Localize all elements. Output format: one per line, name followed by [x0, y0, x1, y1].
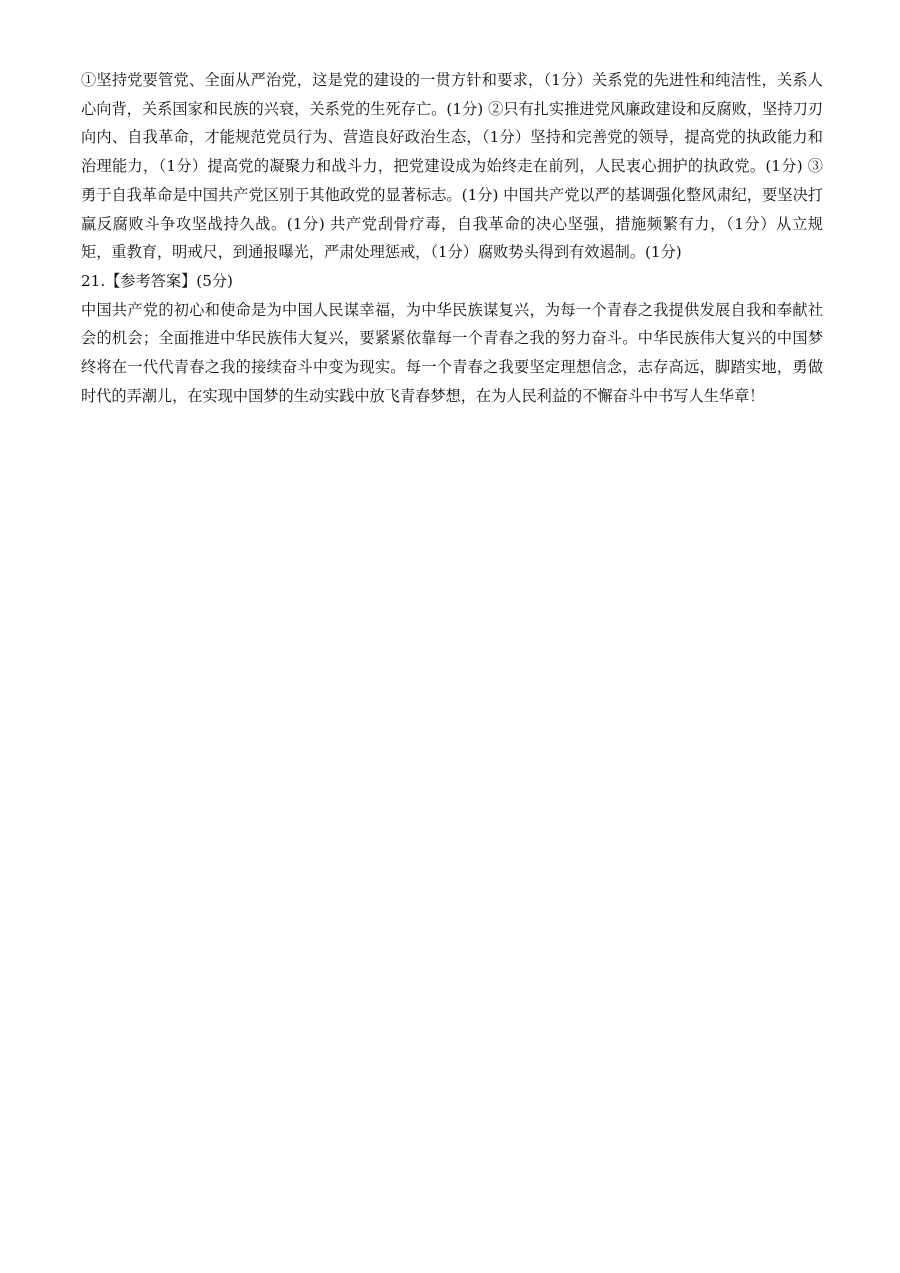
question-21-heading: 21.【参考答案】(5分) [81, 271, 233, 290]
question-21-answer: 中国共产党的初心和使命是为中国人民谋幸福，为中华民族谋复兴，为每一个青春之我提供发展自我和奉献社会的机会；全面推进中华民族伟大复兴，要紧紧依靠每一个青春之我的努力奋斗。中华民族伟大复兴的中国梦终将在一代代青春之我的接续奋斗中变为现实。每一个青春之我要坚定理想信念，志存高远，脚踏实地，勇做时代的弄潮儿，在实现中国梦的生动实践中放飞青春梦想，在为人民利益的不懈奋斗中书写人生华章！ [81, 300, 823, 405]
document-page [81, 66, 823, 410]
answer-20-continuation: ①坚持党要管党、全面从严治党，这是党的建设的一贯方针和要求，（1分）关系党的先进性和纯洁性，关系人心向背，关系国家和民族的兴衰，关系党的生死存亡。(1分) ②只有扎实推进党风廉政建设和反腐败，坚持刀刃向内、自我革命，才能规范党员行为、营造良好政治生态，（1分）坚持和完善党的领导，提高党的执政能力和治理能力，（1分）提高党的凝聚力和战斗力，把党建设成为始终走在前列，人民衷心拥护的执政党。(1分) ③勇于自我革命是中国共产党区别于其他政党的显著标志。(1分) 中国共产党以严的基调强化整风肃纪，要坚决打赢反腐败斗争攻坚战持久战。(1分) 共产党刮骨疗毒，自我革命的决心坚强，措施频繁有力，（1分）从立规矩，重教育，明戒尺，到通报曝光，严肃处理惩戒，（1分）腐败势头得到有效遏制。(1分) [81, 71, 823, 262]
